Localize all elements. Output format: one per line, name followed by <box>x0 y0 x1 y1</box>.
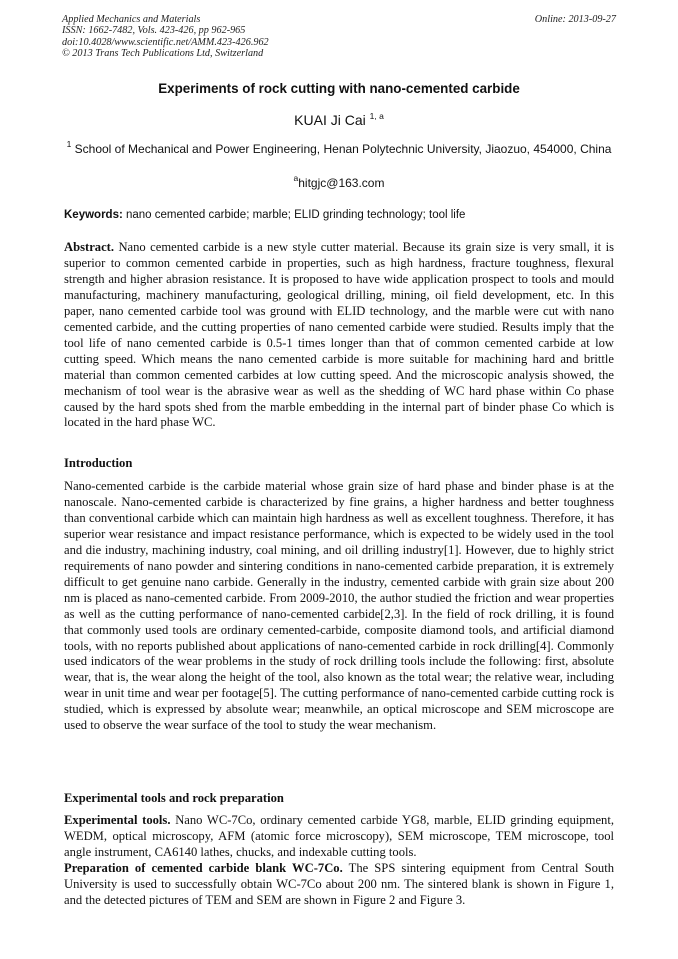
affiliation-text: School of Mechanical and Power Engineering, Henan Polytechnic University, Jiaozuo, 454000, China <box>74 142 612 156</box>
keywords-text: nano cemented carbide; marble; ELID grinding technology; tool life <box>126 209 466 221</box>
tools-paragraph <box>64 813 614 861</box>
affiliation <box>64 137 614 158</box>
tools-label: Experimental tools. <box>64 813 171 827</box>
email-address: hitgjc@163.com <box>298 176 385 190</box>
doi-line: doi:10.4028/www.scientific.net/AMM.423-426.962 <box>62 36 269 48</box>
issn-line: ISSN: 1662-7482, Vols. 423-426, pp 962-965 <box>62 25 246 37</box>
email-line <box>0 173 678 190</box>
section-heading-tools: Experimental tools and rock preparation <box>64 791 284 805</box>
abstract-paragraph <box>64 240 614 431</box>
author-line <box>0 111 678 128</box>
author-marks: 1, a <box>369 111 384 121</box>
author-name: KUAI Ji Cai <box>294 112 366 128</box>
introduction-paragraph: Nano-cemented carbide is the carbide material whose grain size of hard phase and binder phase is at the nanoscale. Nano-cemented carbide is characterized by fine grains, a higher hardness and better toughness than conventional carbide which can maintain high hardness as well as excellent toughness. Therefore, it has superior wear resistance and impact resistance performance, which is expected to be widely used in the tool and die industry, machining industry, coal mining, and oil drilling industry[1]. However, due to highly strict requirements of nano powder and sintering conditions in nano-cemented carbide preparation, it is extremely difficult to get genuine nano carbide. Generally in the industry, cemented carbide with grain size about 200 nm is placed as nano-cemented carbide. From 2009-2010, the author studied the friction and wear properties as well as the cutting performance of nano-cemented carbide[2,3]. In the field of rock drilling, it is found that commonly used tools are ordinary cemented-carbide, composite diamond tools, and artificial diamond tools, with no reports published about applications of nano-cemented carbide in rock drilling[4]. Commonly used indicators of the wear problems in the study of rock drilling tools include the following: first, absolute wear, that is, the wear along the height of the tool, also known as the total wear; the relative wear, including wear in unit time and wear per footage[5]. The cutting performance of nano-cemented carbide cutting rock is studied, which is expressed by absolute wear; meanwhile, an optical microscope and SEM microscope are used to observe the wear surface of the tool to study the wear mechanism. <box>64 479 614 733</box>
copyright-line: © 2013 Trans Tech Publications Ltd, Switzerland <box>62 47 264 59</box>
paper-title: Experiments of rock cutting with nano-cemented carbide <box>158 81 520 96</box>
abstract-text: Nano cemented carbide is a new style cutter material. Because its grain size is very small, it is superior to common cemented carbide in properties, such as high hardness, fracture toughness, flexural strength and higher abrasion resistance. It is proposed to have wide application prospect to tools and mould manufacturing, machinery manufacturing, geological drilling, mining, oil field development, etc. In this paper, nano cemented carbide tool was ground with ELID technology, and the marble were cut with nano cemented carbide, and the cutting properties of nano cemented carbide were studied. Results imply that the tool life of nano cemented carbide is 0.5-1 times longer than that of common cemented carbide at low cutting speed. Which means the nano cemented carbide is more suitable for machining hard and brittle material than common cemented carbides at low cutting speed. And the microscopic analysis showed, the mechanism of tool wear is the abrasive wear as well as the shedding of WC hard phase within Co phase caused by the hard spots shed from the marble embedding in the internal part of binder phase Co which is located in the hard phase WC. <box>64 240 614 430</box>
online-date: Online: 2013-09-27 <box>534 14 616 25</box>
journal-header <box>62 14 269 59</box>
introduction-heading: Introduction <box>64 456 133 470</box>
abstract-label: Abstract. <box>64 240 115 254</box>
email-mark: a <box>293 173 299 183</box>
preparation-paragraph <box>64 861 614 909</box>
tools-text: Nano WC-7Co, ordinary cemented carbide YG8, marble, ELID grinding equipment, WEDM, optical microscopy, AFM (atomic force microscopy), SEM microscope, TEM microscope, tool angle instrument, CA6140 lathes, chucks, and indexable cutting tools. <box>64 813 614 859</box>
preparation-label: Preparation of cemented carbide blank WC-7Co. <box>64 861 343 875</box>
preparation-text: The SPS sintering equipment from Central South University is used to successfully obtain WC-7Co about 200 nm. The sintered blank is shown in Figure 1, and the detected pictures of TEM and SEM are shown in Figure 2 and Figure 3. <box>64 861 614 907</box>
keywords-label: Keywords: <box>64 209 123 221</box>
journal-name: Applied Mechanics and Materials <box>62 14 201 25</box>
keywords <box>64 209 465 221</box>
affiliation-mark: 1 <box>66 139 72 149</box>
